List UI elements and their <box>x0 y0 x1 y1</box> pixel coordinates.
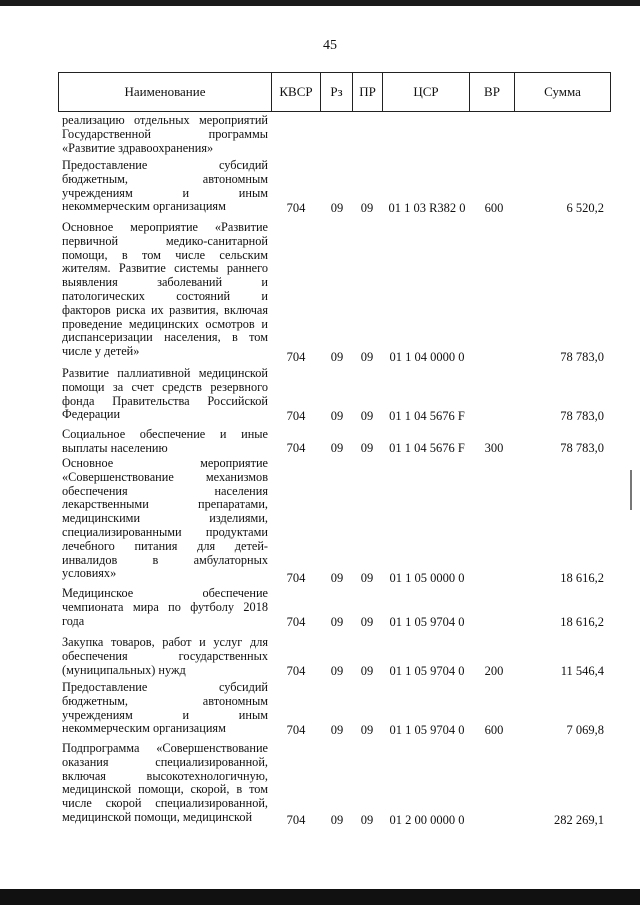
row-name-line: Федерации <box>62 407 121 422</box>
cell-rz: 09 <box>330 409 344 424</box>
row-name-line: фонда Правительства Российской <box>62 393 268 408</box>
header-pr: ПР <box>352 72 383 112</box>
cell-rz: 09 <box>330 349 344 364</box>
cell-kvsr: 704 <box>286 349 306 364</box>
row-name-line: диспансеризации населения, в том <box>62 330 268 345</box>
row-name-line: «Совершенствование механизмов <box>62 469 268 484</box>
row-name-line: лекарственными препаратами, <box>62 497 268 512</box>
row-name-line: медицинскими изделиями, <box>62 511 268 526</box>
cell-rz: 09 <box>330 614 344 629</box>
cell-pr: 09 <box>360 409 374 424</box>
row-name-line: Предоставление субсидий <box>62 158 268 172</box>
row-name-line: «Развитие здравоохранения» <box>62 140 214 155</box>
cell-vr: 300 <box>484 441 504 456</box>
table-row-name <box>62 636 268 677</box>
header-kvsr: КВСР <box>271 72 321 112</box>
header-csr: ЦСР <box>382 72 470 112</box>
row-name-line: медицинской помощи, скорой, в том <box>62 782 268 797</box>
cell-csr: 01 1 04 0000 0 <box>389 349 465 364</box>
row-name-line: помощи за счет средств резервного <box>62 379 268 394</box>
cell-csr: 01 1 05 9704 0 <box>389 614 465 629</box>
table-row-name <box>62 114 268 155</box>
row-name-line: Развитие паллиативной медицинской <box>62 366 268 380</box>
header-rz: Рз <box>320 72 353 112</box>
row-name-line: включая высокотехнологичную, <box>62 768 268 783</box>
row-name-line: Закупка товаров, работ и услуг для <box>62 635 268 649</box>
cell-kvsr: 704 <box>286 571 306 586</box>
cell-kvsr: 704 <box>286 723 306 738</box>
row-name-line: факторов риска их развития, включая <box>62 302 268 317</box>
cell-kvsr: 704 <box>286 614 306 629</box>
row-name-line: медицинской помощи, медицинской <box>62 809 253 824</box>
row-name-line: первичной медико-санитарной <box>62 233 268 248</box>
cell-sum: 18 616,2 <box>560 571 604 586</box>
row-name-line: специализированными продуктами <box>62 524 268 539</box>
cell-csr: 01 1 03 R382 0 <box>388 201 466 216</box>
cell-pr: 09 <box>360 723 374 738</box>
cell-sum: 282 269,1 <box>554 813 604 827</box>
row-name-line: числе скорой специализированной, <box>62 796 268 811</box>
cell-pr: 09 <box>360 614 374 629</box>
cell-rz: 09 <box>330 813 344 827</box>
header-sum: Сумма <box>514 72 611 112</box>
table-row-name <box>62 457 268 581</box>
row-name-line: Предоставление субсидий <box>62 680 268 694</box>
cell-sum: 11 546,4 <box>560 663 604 678</box>
cell-pr: 09 <box>360 201 374 216</box>
cell-kvsr: 704 <box>286 409 306 424</box>
row-name-line: Основное мероприятие «Развитие <box>62 220 268 234</box>
row-name-line: чемпионата мира по футболу 2018 <box>62 599 268 614</box>
row-name-line: Подпрограмма «Совершенствование <box>62 741 268 755</box>
table-row-name <box>62 587 268 628</box>
page-number: 45 <box>323 38 337 53</box>
row-name-line: инвалидов в амбулаторных <box>62 552 268 567</box>
row-name-line: Медицинское обеспечение <box>62 586 268 600</box>
row-name-line: Основное мероприятие <box>62 456 268 470</box>
row-name-line: учреждениям и иным <box>62 185 268 200</box>
row-name-line: реализацию отдельных мероприятий <box>62 113 268 127</box>
row-name-line: оказания специализированной, <box>62 754 268 769</box>
row-name-line: бюджетным, автономным <box>62 693 268 708</box>
row-name-line: года <box>62 613 85 628</box>
cell-vr: 600 <box>484 723 504 738</box>
cell-kvsr: 704 <box>286 201 306 216</box>
row-name-line: обеспечения населения <box>62 483 268 498</box>
row-name-line: выплаты населению <box>62 440 168 455</box>
row-name-line: лечебного питания для детей- <box>62 538 268 553</box>
cell-pr: 09 <box>360 441 374 456</box>
table-row-name <box>62 681 268 736</box>
cell-csr: 01 1 04 5676 F <box>389 409 465 424</box>
row-name-line: числе у детей» <box>62 344 140 359</box>
row-name-line: некоммерческим организациям <box>62 199 226 214</box>
table-row-name <box>62 742 268 825</box>
header-vr: ВР <box>469 72 515 112</box>
row-name-line: обеспечения государственных <box>62 648 268 663</box>
row-name-line: Государственной программы <box>62 126 268 141</box>
row-name-line: некоммерческим организациям <box>62 721 226 736</box>
cell-rz: 09 <box>330 201 344 216</box>
cell-kvsr: 704 <box>286 813 306 827</box>
table-row-name <box>62 428 268 456</box>
table-row-name <box>62 221 268 359</box>
row-name-line: (муниципальных) нужд <box>62 662 186 677</box>
cell-sum: 78 783,0 <box>560 349 604 364</box>
cell-kvsr: 704 <box>286 663 306 678</box>
cell-sum: 18 616,2 <box>560 614 604 629</box>
right-scan-mark <box>630 470 632 510</box>
cell-rz: 09 <box>330 663 344 678</box>
cell-csr: 01 1 04 5676 F <box>389 441 465 456</box>
row-name-line: проведение медицинских осмотров и <box>62 316 268 331</box>
top-scan-border <box>0 0 640 6</box>
header-name: Наименование <box>58 72 272 112</box>
bottom-scan-border <box>0 889 640 905</box>
table-row-name <box>62 159 268 214</box>
cell-kvsr: 704 <box>286 441 306 456</box>
cell-pr: 09 <box>360 813 374 827</box>
row-name-line: условиях» <box>62 566 117 581</box>
cell-csr: 01 1 05 9704 0 <box>389 723 465 738</box>
cell-rz: 09 <box>330 441 344 456</box>
row-name-line: выявления заболеваний и <box>62 275 268 290</box>
cell-csr: 01 2 00 0000 0 <box>389 813 465 827</box>
row-name-line: помощи, в том числе сельским <box>62 247 268 262</box>
cell-sum: 6 520,2 <box>566 201 604 216</box>
cell-vr: 600 <box>484 201 504 216</box>
row-name-line: патологических состояний и <box>62 288 268 303</box>
cell-pr: 09 <box>360 349 374 364</box>
row-name-line: Социальное обеспечение и иные <box>62 427 268 441</box>
cell-sum: 78 783,0 <box>560 409 604 424</box>
row-name-line: жителям. Развитие системы раннего <box>62 261 268 276</box>
cell-pr: 09 <box>360 571 374 586</box>
cell-sum: 7 069,8 <box>566 723 604 738</box>
cell-csr: 01 1 05 0000 0 <box>389 571 465 586</box>
cell-sum: 78 783,0 <box>560 441 604 456</box>
cell-vr: 200 <box>484 663 504 678</box>
row-name-line: бюджетным, автономным <box>62 171 268 186</box>
cell-rz: 09 <box>330 571 344 586</box>
cell-pr: 09 <box>360 663 374 678</box>
row-name-line: учреждениям и иным <box>62 707 268 722</box>
cell-csr: 01 1 05 9704 0 <box>389 663 465 678</box>
table-row-name <box>62 367 268 422</box>
cell-rz: 09 <box>330 723 344 738</box>
